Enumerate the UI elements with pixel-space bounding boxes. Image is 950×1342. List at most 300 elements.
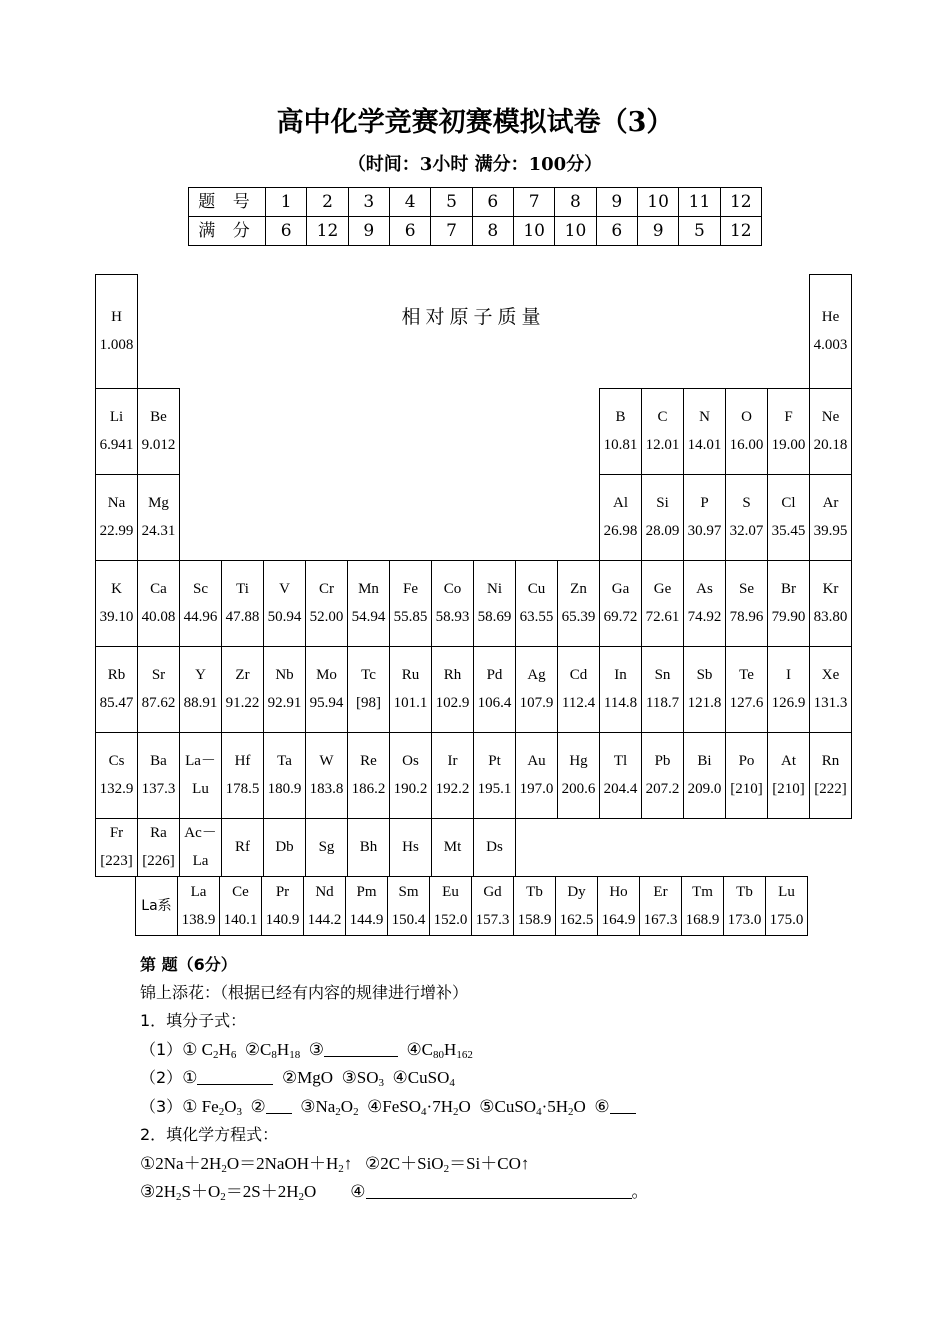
- element-mass: 58.69: [477, 609, 512, 625]
- element-symbol: Cl: [781, 495, 796, 511]
- element-mass: 204.4: [603, 781, 638, 797]
- element-symbol: Ag: [527, 667, 546, 683]
- element-cell: [432, 646, 474, 732]
- element-symbol: H: [111, 309, 122, 326]
- score-row-label: 满 分: [189, 217, 266, 246]
- element-symbol: Co: [443, 581, 462, 597]
- element-cell: [768, 646, 810, 732]
- element-symbol: Re: [360, 753, 377, 769]
- lanthanide-table: [135, 876, 808, 936]
- element-cell: [642, 474, 684, 560]
- element-symbol: Te: [739, 667, 754, 683]
- element-mass: 164.9: [601, 912, 636, 928]
- question-intro: 锦上添花：（根据已经有内容的规律进行增补）: [140, 983, 469, 1002]
- element-mass: 200.6: [561, 781, 596, 797]
- element-symbol: Bi: [697, 753, 712, 769]
- element-cell: [306, 732, 348, 818]
- element-symbol: Ra: [150, 825, 167, 841]
- element-mass: 74.92: [687, 609, 722, 625]
- element-mass: 52.00: [309, 609, 344, 625]
- element-mass: 144.2: [307, 912, 342, 928]
- element-mass: 65.39: [561, 609, 596, 625]
- element-symbol: I: [786, 667, 791, 683]
- element-cell: [642, 560, 684, 646]
- element-cell: [558, 646, 600, 732]
- element-mass: 114.8: [603, 695, 638, 711]
- element-cell: [684, 560, 726, 646]
- element-symbol: Zr: [235, 667, 250, 683]
- element-mass: 54.94: [351, 609, 386, 625]
- element-mass: 12.01: [645, 437, 680, 453]
- element-symbol: P: [700, 495, 709, 511]
- element-cell: [768, 560, 810, 646]
- question-number: 9: [596, 188, 637, 217]
- element-mass: [210]: [730, 781, 763, 797]
- element-symbol: Sr: [151, 667, 166, 683]
- question-number: 3: [348, 188, 389, 217]
- element-symbol: Dy: [567, 884, 586, 900]
- element-mass: 190.2: [393, 781, 428, 797]
- element-mass: 6.941: [99, 437, 134, 453]
- element-symbol: Sc: [193, 581, 208, 597]
- element-mass: 157.3: [475, 912, 510, 928]
- element-cell: [682, 877, 724, 936]
- element-cell: [768, 388, 810, 474]
- element-symbol: O: [741, 409, 752, 425]
- element-symbol: Hs: [402, 839, 419, 855]
- element-mass: 58.93: [435, 609, 470, 625]
- element-cell: [432, 732, 474, 818]
- element-mass: 50.94: [267, 609, 302, 625]
- element-mass: 47.88: [225, 609, 260, 625]
- element-mass: 4.003: [813, 337, 848, 354]
- question-number: 1: [266, 188, 307, 217]
- answer-blank[interactable]: [197, 1066, 273, 1085]
- element-symbol: Sb: [696, 667, 713, 683]
- element-mass: 92.91: [267, 695, 302, 711]
- question-score: 7: [431, 217, 472, 246]
- element-mass: 183.8: [309, 781, 344, 797]
- element-cell: [432, 818, 474, 876]
- element-symbol: Ne: [821, 409, 840, 425]
- periodic-table: [95, 274, 852, 877]
- element-mass: 137.3: [141, 781, 176, 797]
- element-symbol: Rb: [107, 667, 126, 683]
- periodic-row: [96, 732, 852, 818]
- periodic-row: [96, 474, 852, 560]
- element-cell: [810, 646, 852, 732]
- element-cell: [220, 877, 262, 936]
- question-score: 8: [472, 217, 513, 246]
- element-mass: La: [192, 853, 209, 869]
- element-symbol: Tc: [361, 667, 376, 683]
- element-symbol: Ba: [150, 753, 167, 769]
- element-mass: 167.3: [643, 912, 678, 928]
- element-symbol: S: [742, 495, 751, 511]
- element-cell: [684, 474, 726, 560]
- element-symbol: Pm: [356, 884, 377, 900]
- element-symbol: V: [279, 581, 290, 597]
- element-symbol: Li: [109, 409, 124, 425]
- element-cell: [222, 818, 264, 876]
- element-symbol: F: [784, 409, 793, 425]
- element-symbol: Eu: [442, 884, 459, 900]
- element-cell: [726, 646, 768, 732]
- element-mass: 112.4: [561, 695, 596, 711]
- question-score: 10: [513, 217, 554, 246]
- element-symbol: Ta: [277, 753, 292, 769]
- element-mass: 209.0: [687, 781, 722, 797]
- element-cell: [474, 732, 516, 818]
- element-symbol: Tb: [526, 884, 543, 900]
- question-score: 9: [637, 217, 678, 246]
- element-mass: 44.96: [183, 609, 218, 625]
- element-mass: 40.08: [141, 609, 176, 625]
- element-mass: [226]: [142, 853, 175, 869]
- element-cell: [390, 646, 432, 732]
- element-mass: 162.5: [559, 912, 594, 928]
- element-mass: 173.0: [727, 912, 762, 928]
- element-symbol: As: [696, 581, 713, 597]
- question-number: 5: [431, 188, 472, 217]
- part1-heading: 1．填分子式：: [140, 1011, 247, 1030]
- element-symbol: Ho: [609, 884, 628, 900]
- element-cell: [558, 560, 600, 646]
- element-cell: [810, 275, 852, 389]
- element-mass: 95.94: [309, 695, 344, 711]
- question-score: 6: [266, 217, 307, 246]
- element-mass: 158.9: [517, 912, 552, 928]
- element-symbol: Pd: [486, 667, 503, 683]
- question-number: 6: [472, 188, 513, 217]
- question-score: 12: [720, 217, 761, 246]
- element-symbol: Ca: [150, 581, 167, 597]
- element-cell: [390, 732, 432, 818]
- answer-blank[interactable]: [324, 1038, 398, 1057]
- question-number: 2: [307, 188, 348, 217]
- element-cell: [556, 877, 598, 936]
- element-symbol: Ac－: [184, 825, 217, 841]
- element-symbol: Fe: [403, 581, 418, 597]
- periodic-row: [96, 646, 852, 732]
- score-table: [188, 187, 762, 246]
- element-cell: [304, 877, 346, 936]
- element-cell: [516, 732, 558, 818]
- element-symbol: Y: [195, 667, 206, 683]
- element-mass: 132.9: [99, 781, 134, 797]
- question-score: 10: [555, 217, 596, 246]
- element-symbol: Fr: [109, 825, 124, 841]
- element-cell: [726, 474, 768, 560]
- element-cell: [348, 732, 390, 818]
- element-cell: [768, 474, 810, 560]
- element-symbol: Ar: [822, 495, 839, 511]
- element-mass: 207.2: [645, 781, 680, 797]
- element-symbol: K: [111, 581, 122, 597]
- element-mass: 150.4: [391, 912, 426, 928]
- element-cell: [558, 732, 600, 818]
- element-cell: [600, 474, 642, 560]
- element-symbol: Pb: [654, 753, 671, 769]
- element-symbol: Zn: [570, 581, 587, 597]
- element-mass: 126.9: [771, 695, 806, 711]
- element-symbol: Os: [402, 753, 419, 769]
- element-mass: [222]: [814, 781, 847, 797]
- lanthanide-label: La系: [136, 877, 178, 936]
- element-cell: [180, 560, 222, 646]
- question-score: 6: [389, 217, 430, 246]
- element-cell: [474, 646, 516, 732]
- element-cell: [96, 275, 138, 389]
- element-symbol: Rn: [821, 753, 840, 769]
- element-cell: [138, 388, 180, 474]
- element-mass: 32.07: [729, 523, 764, 539]
- element-symbol: Ce: [232, 884, 249, 900]
- element-symbol: Ga: [611, 581, 630, 597]
- element-symbol: La: [190, 884, 207, 900]
- element-symbol: Sn: [654, 667, 671, 683]
- formula-line-1: （1）① $C_2H_6$ $②C_8H_{18}$ ③ $④C_{80}H_{162}$: [140, 1040, 473, 1061]
- element-cell: [388, 877, 430, 936]
- element-cell: [432, 560, 474, 646]
- element-symbol: Ru: [401, 667, 420, 683]
- element-symbol: Pt: [488, 753, 501, 769]
- element-symbol: Pr: [275, 884, 290, 900]
- answer-blank[interactable]: [266, 1095, 292, 1114]
- equation-line-1: $①2Na+2H_2O=2NaOH+H_2↑$ ②2C＋SiO$_2$＝Si＋CO↑: [140, 1154, 530, 1175]
- element-symbol: Tb: [736, 884, 753, 900]
- element-mass: [98]: [356, 695, 381, 711]
- formula-line-2: （2）① ②MgO $③SO_3$ ④CuSO$_4$: [140, 1068, 455, 1089]
- element-symbol: Mn: [358, 581, 379, 597]
- element-symbol: Al: [613, 495, 628, 511]
- element-cell: [222, 560, 264, 646]
- element-cell: [264, 732, 306, 818]
- element-mass: 72.61: [645, 609, 680, 625]
- element-mass: 10.81: [603, 437, 638, 453]
- element-symbol: Kr: [822, 581, 839, 597]
- element-cell: [810, 732, 852, 818]
- element-cell: [640, 877, 682, 936]
- element-cell: [96, 560, 138, 646]
- element-cell: [684, 732, 726, 818]
- element-mass: 30.97: [687, 523, 722, 539]
- element-mass: 26.98: [603, 523, 638, 539]
- element-cell: [810, 388, 852, 474]
- element-cell: [684, 646, 726, 732]
- element-mass: 22.99: [99, 523, 134, 539]
- answer-blank[interactable]: [610, 1095, 636, 1114]
- element-symbol: Sg: [318, 839, 335, 855]
- element-mass: 14.01: [687, 437, 722, 453]
- element-mass: 131.3: [813, 695, 848, 711]
- element-mass: 88.91: [183, 695, 218, 711]
- element-mass: 195.1: [477, 781, 512, 797]
- score-row-label: 题 号: [189, 188, 266, 217]
- element-mass: 186.2: [351, 781, 386, 797]
- element-symbol: Hg: [569, 753, 588, 769]
- element-cell: [138, 732, 180, 818]
- element-symbol: Rh: [443, 667, 462, 683]
- element-cell: [346, 877, 388, 936]
- element-mass: 107.9: [519, 695, 554, 711]
- periodic-row: [96, 560, 852, 646]
- element-cell: [306, 818, 348, 876]
- element-mass: 78.96: [729, 609, 764, 625]
- element-cell: [642, 646, 684, 732]
- question-score: 5: [679, 217, 720, 246]
- element-mass: 24.31: [141, 523, 176, 539]
- element-cell: [768, 732, 810, 818]
- element-mass: 178.5: [225, 781, 260, 797]
- element-cell: [516, 646, 558, 732]
- element-cell: [348, 818, 390, 876]
- element-mass: 175.0: [769, 912, 804, 928]
- element-symbol: Sm: [398, 884, 419, 900]
- element-symbol: Na: [107, 495, 126, 511]
- element-cell: [138, 474, 180, 560]
- periodic-table-heading: 相对原子质量: [401, 305, 546, 328]
- element-mass: 28.09: [645, 523, 680, 539]
- element-symbol: Mo: [316, 667, 337, 683]
- element-symbol: Er: [653, 884, 668, 900]
- element-cell: [96, 732, 138, 818]
- element-cell: [348, 560, 390, 646]
- question-score: 6: [596, 217, 637, 246]
- element-mass: 118.7: [645, 695, 680, 711]
- element-mass: 101.1: [393, 695, 428, 711]
- element-cell: [514, 877, 556, 936]
- element-symbol: Cu: [527, 581, 546, 597]
- score-table-row-scores: [189, 217, 762, 246]
- element-cell: [726, 388, 768, 474]
- element-symbol: Ir: [447, 753, 458, 769]
- element-symbol: In: [614, 667, 627, 683]
- element-symbol: Nb: [275, 667, 294, 683]
- element-cell: [810, 560, 852, 646]
- element-cell: [262, 877, 304, 936]
- element-symbol: Mt: [443, 839, 462, 855]
- element-mass: 79.90: [771, 609, 806, 625]
- element-symbol: Cs: [108, 753, 125, 769]
- element-symbol: He: [821, 309, 840, 326]
- question-number: 10: [637, 188, 678, 217]
- element-symbol: Tm: [692, 884, 713, 900]
- element-cell: [724, 877, 766, 936]
- page-title: 高中化学竞赛初赛模拟试卷（3）: [276, 107, 674, 138]
- element-cell: [642, 732, 684, 818]
- element-symbol: Be: [150, 409, 167, 425]
- element-symbol: Hf: [234, 753, 251, 769]
- element-cell: [600, 646, 642, 732]
- element-mass: 197.0: [519, 781, 554, 797]
- element-mass: 168.9: [685, 912, 720, 928]
- table-gap: [180, 388, 600, 474]
- element-cell: [96, 646, 138, 732]
- element-mass: 39.95: [813, 523, 848, 539]
- element-cell: [264, 818, 306, 876]
- element-symbol: C: [657, 409, 668, 425]
- answer-blank[interactable]: [366, 1180, 632, 1199]
- element-cell: [766, 877, 808, 936]
- element-mass: 180.9: [267, 781, 302, 797]
- element-cell: [684, 388, 726, 474]
- element-symbol: Br: [781, 581, 796, 597]
- element-cell: [600, 388, 642, 474]
- element-mass: 39.10: [99, 609, 134, 625]
- element-mass: 140.9: [265, 912, 300, 928]
- element-symbol: Ni: [487, 581, 502, 597]
- element-symbol: Tl: [613, 753, 628, 769]
- element-cell: [222, 646, 264, 732]
- element-mass: 121.8: [687, 695, 722, 711]
- element-cell: [96, 474, 138, 560]
- element-cell: [306, 646, 348, 732]
- element-cell: [138, 818, 180, 876]
- element-symbol: Si: [656, 495, 669, 511]
- element-cell: [642, 388, 684, 474]
- element-mass: [223]: [100, 853, 133, 869]
- periodic-row: [96, 388, 852, 474]
- element-cell: [726, 560, 768, 646]
- question-number: 7: [513, 188, 554, 217]
- table-gap: [516, 818, 852, 876]
- element-cell: [306, 560, 348, 646]
- element-symbol: Ti: [236, 581, 249, 597]
- element-cell: [726, 732, 768, 818]
- question-number: 4: [389, 188, 430, 217]
- element-cell: [430, 877, 472, 936]
- element-cell: [390, 818, 432, 876]
- element-symbol: N: [699, 409, 710, 425]
- element-cell: [264, 646, 306, 732]
- question-number: 11: [679, 188, 720, 217]
- element-mass: 20.18: [813, 437, 848, 453]
- element-mass: 106.4: [477, 695, 512, 711]
- element-symbol: B: [615, 409, 626, 425]
- element-mass: 69.72: [603, 609, 638, 625]
- element-cell: [600, 560, 642, 646]
- element-symbol: Rf: [235, 839, 250, 855]
- element-cell: [96, 818, 138, 876]
- element-mass: [210]: [772, 781, 805, 797]
- element-symbol: Au: [527, 753, 546, 769]
- element-cell: [180, 818, 222, 876]
- element-mass: 127.6: [729, 695, 764, 711]
- periodic-row: [96, 818, 852, 876]
- element-mass: 9.012: [141, 437, 176, 453]
- question-heading: 第 题（6分）: [140, 955, 237, 974]
- element-mass: 1.008: [99, 337, 134, 354]
- element-cell: [180, 646, 222, 732]
- element-mass: 138.9: [181, 912, 216, 928]
- element-mass: 144.9: [349, 912, 384, 928]
- element-mass: 192.2: [435, 781, 470, 797]
- element-mass: 87.62: [141, 695, 176, 711]
- periodic-row: [96, 275, 852, 389]
- element-mass: 19.00: [771, 437, 806, 453]
- element-symbol: W: [319, 753, 334, 769]
- element-cell: [178, 877, 220, 936]
- element-symbol: La－: [185, 753, 216, 769]
- lanthanide-row: [136, 877, 808, 936]
- element-mass: 140.1: [223, 912, 258, 928]
- element-cell: [474, 818, 516, 876]
- question-number: 12: [720, 188, 761, 217]
- element-cell: [264, 560, 306, 646]
- element-cell: [222, 732, 264, 818]
- element-mass: 85.47: [99, 695, 134, 711]
